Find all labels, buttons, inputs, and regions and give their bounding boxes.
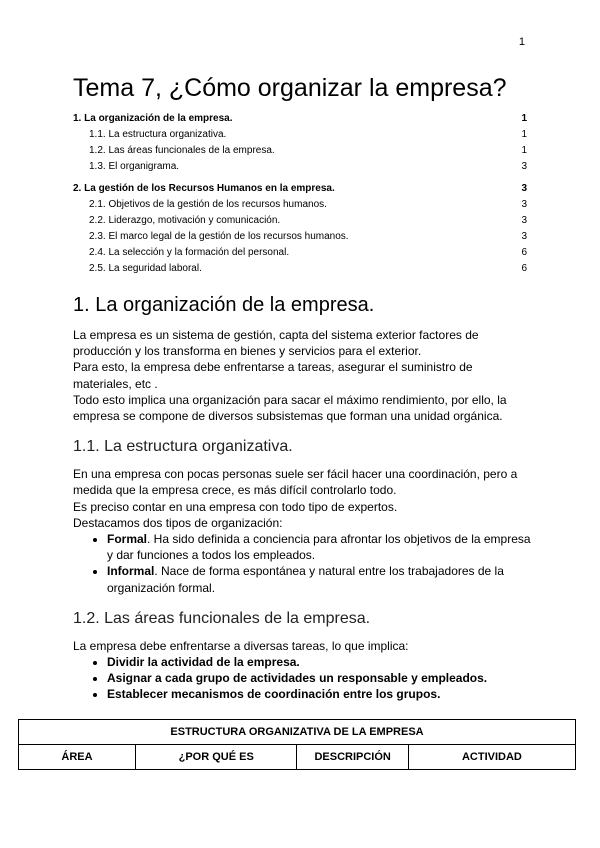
page-number: 1 <box>518 36 525 48</box>
structure-table <box>18 719 576 770</box>
toc-entry-text: 2.5. La seguridad laboral. <box>89 263 202 274</box>
paragraph: La empresa es un sistema de gestión, capta del sistema exterior factores de producción y los transforma en bienes y servicios para el exterior. <box>73 328 479 359</box>
toc-entry-page: 6 <box>521 247 527 258</box>
toc-entry-text: 2.4. La selección y la formación del personal. <box>89 247 290 258</box>
list-item-text: . Ha sido definida a conciencia para afrontar los objetivos de la empresa y dar funciones a todos los empleados. <box>107 532 531 563</box>
paragraph: Todo esto implica una organización para sacar el máximo rendimiento, por ello, la empresa se compone de diversos subsistemas que forman una unidad orgánica. <box>73 392 507 424</box>
toc-entry[interactable] <box>73 111 527 127</box>
column-header: ACTIVIDAD <box>408 745 575 770</box>
paragraph: Es preciso contar en una empresa con todo tipo de expertos. <box>73 499 398 514</box>
toc-entry-text: 2.3. El marco legal de la gestión de los recursos humanos. <box>89 231 349 242</box>
toc-entry-page: 3 <box>521 199 527 210</box>
toc-entry[interactable] <box>73 213 527 229</box>
toc-entry-text: 1. La organización de la empresa. <box>73 113 233 124</box>
bullet-list <box>73 531 533 596</box>
toc-entry-text: 2. La gestión de los Recursos Humanos en la empresa. <box>73 183 335 194</box>
toc-entry-page: 3 <box>521 161 527 172</box>
table-title: ESTRUCTURA ORGANIZATIVA DE LA EMPRESA <box>19 720 576 745</box>
bullet-list <box>73 654 533 703</box>
table-of-contents <box>73 111 527 277</box>
paragraph: Para esto, la empresa debe enfrentarse a tareas, asegurar el suministro de materiales, etc . <box>73 360 473 391</box>
page-title: Tema 7, ¿Cómo organizar la empresa? <box>73 74 507 102</box>
toc-entry-page: 6 <box>521 263 527 274</box>
column-header: ¿POR QUÉ ES <box>135 745 297 770</box>
toc-entry-text: 1.2. Las áreas funcionales de la empresa. <box>89 145 275 156</box>
toc-entry[interactable] <box>73 159 527 175</box>
section-heading: 1. La organización de la empresa. <box>73 294 375 316</box>
toc-entry-page: 1 <box>521 113 527 124</box>
toc-entry[interactable] <box>73 245 527 261</box>
toc-entry-page: 1 <box>521 129 527 140</box>
toc-entry-text: 2.1. Objetivos de la gestión de los recursos humanos. <box>89 199 327 210</box>
paragraph: En una empresa con pocas personas suele ser fácil hacer una coordinación, pero a medida que la empresa crece, es más difícil controlarlo todo. <box>73 467 518 498</box>
subsection-heading: 1.2. Las áreas funcionales de la empresa. <box>73 609 371 627</box>
toc-entry[interactable] <box>73 229 527 245</box>
document-body <box>73 292 533 703</box>
toc-entry-page: 3 <box>521 215 527 226</box>
toc-entry-page: 1 <box>521 145 527 156</box>
list-item: • Asignar a cada grupo de actividades un responsable y empleados. <box>107 670 533 686</box>
column-header: DESCRIPCIÓN <box>297 745 408 770</box>
toc-entry[interactable] <box>73 127 527 143</box>
paragraph: Destacamos dos tipos de organización: <box>73 515 283 530</box>
list-item <box>107 563 533 595</box>
toc-entry[interactable] <box>73 261 527 277</box>
column-header: ÁREA <box>19 745 136 770</box>
toc-entry-text: 2.2. Liderazgo, motivación y comunicación. <box>89 215 281 226</box>
toc-entry[interactable] <box>73 143 527 159</box>
list-item-term: Informal <box>107 564 155 579</box>
list-item: • Dividir la actividad de la empresa. <box>107 654 533 670</box>
toc-entry-text: 1.1. La estructura organizativa. <box>89 129 227 140</box>
subsection-heading: 1.1. La estructura organizativa. <box>73 438 293 456</box>
toc-entry-page: 3 <box>521 231 527 242</box>
list-item-term: Formal <box>107 532 148 547</box>
toc-entry-text: 1.3. El organigrama. <box>89 161 180 172</box>
toc-entry[interactable] <box>73 197 527 213</box>
list-item <box>107 531 533 563</box>
list-item-text: . Nace de forma espontánea y natural entre los trabajadores de la organización formal. <box>107 564 504 595</box>
list-item: • Establecer mecanismos de coordinación entre los grupos. <box>107 686 533 702</box>
paragraph: La empresa debe enfrentarse a diversas tareas, lo que implica: <box>73 638 409 653</box>
toc-entry[interactable] <box>73 181 527 197</box>
toc-entry-page: 3 <box>521 183 527 194</box>
